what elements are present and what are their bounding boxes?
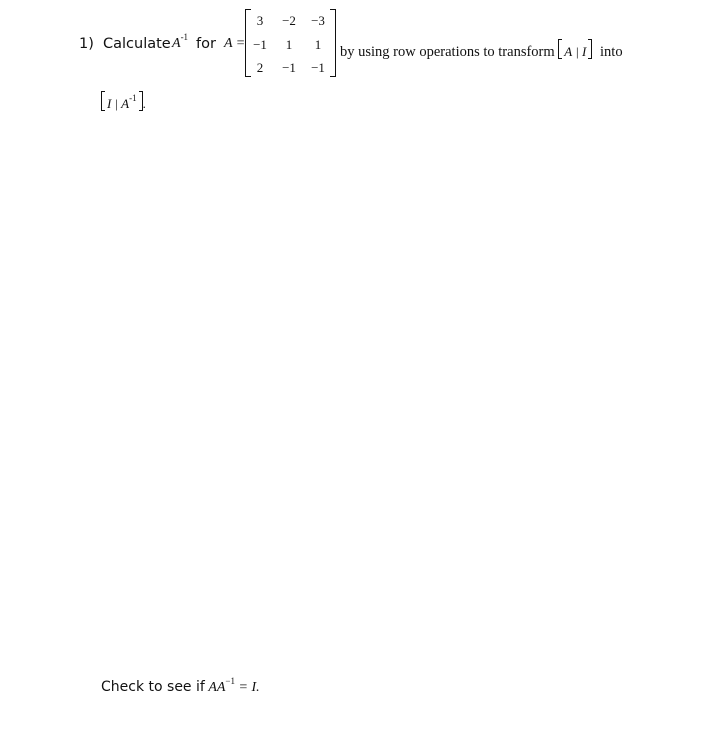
period: . xyxy=(142,96,146,111)
check-suffix: = I. xyxy=(238,680,260,695)
augmented-target-bracket-right xyxy=(139,91,143,111)
matrix-cell: −2 xyxy=(282,13,296,28)
into-word: into xyxy=(600,44,623,60)
question-number: 1) xyxy=(79,36,94,52)
check-expression: AA xyxy=(208,680,226,695)
target-exponent: -1 xyxy=(129,93,137,103)
augmented-start: A | I xyxy=(564,44,587,59)
check-instruction xyxy=(101,676,260,696)
matrix-cell: −1 xyxy=(311,60,325,75)
instruction-text xyxy=(340,36,623,61)
check-exponent: −1 xyxy=(225,676,235,686)
check-prefix: Check to see if xyxy=(101,679,205,695)
a-inverse-symbol xyxy=(172,32,189,52)
matrix-cell: 1 xyxy=(314,37,322,52)
augmented-target-bracket-left xyxy=(101,91,105,111)
matrix-cell: 1 xyxy=(285,37,293,52)
augmented-target: I | A xyxy=(107,96,130,111)
matrix-cell: −1 xyxy=(253,37,267,52)
matrix-cell: 2 xyxy=(256,60,264,75)
inverse-exponent: -1 xyxy=(180,32,189,42)
calculate-word: Calculate xyxy=(103,36,171,52)
instruction-phrase: by using row operations to transform xyxy=(340,44,555,60)
augmented-start-bracket-left xyxy=(558,39,562,59)
matrix-cell: −3 xyxy=(311,13,325,28)
augmented-target-line xyxy=(101,88,146,112)
a-symbol: A xyxy=(172,36,181,51)
matrix-right-bracket xyxy=(330,9,336,77)
for-word: for xyxy=(196,36,216,52)
matrix-cell: −1 xyxy=(282,60,296,75)
a-equals: A = xyxy=(224,36,246,51)
augmented-start-bracket-right xyxy=(588,39,592,59)
matrix-cell: 3 xyxy=(256,13,264,28)
